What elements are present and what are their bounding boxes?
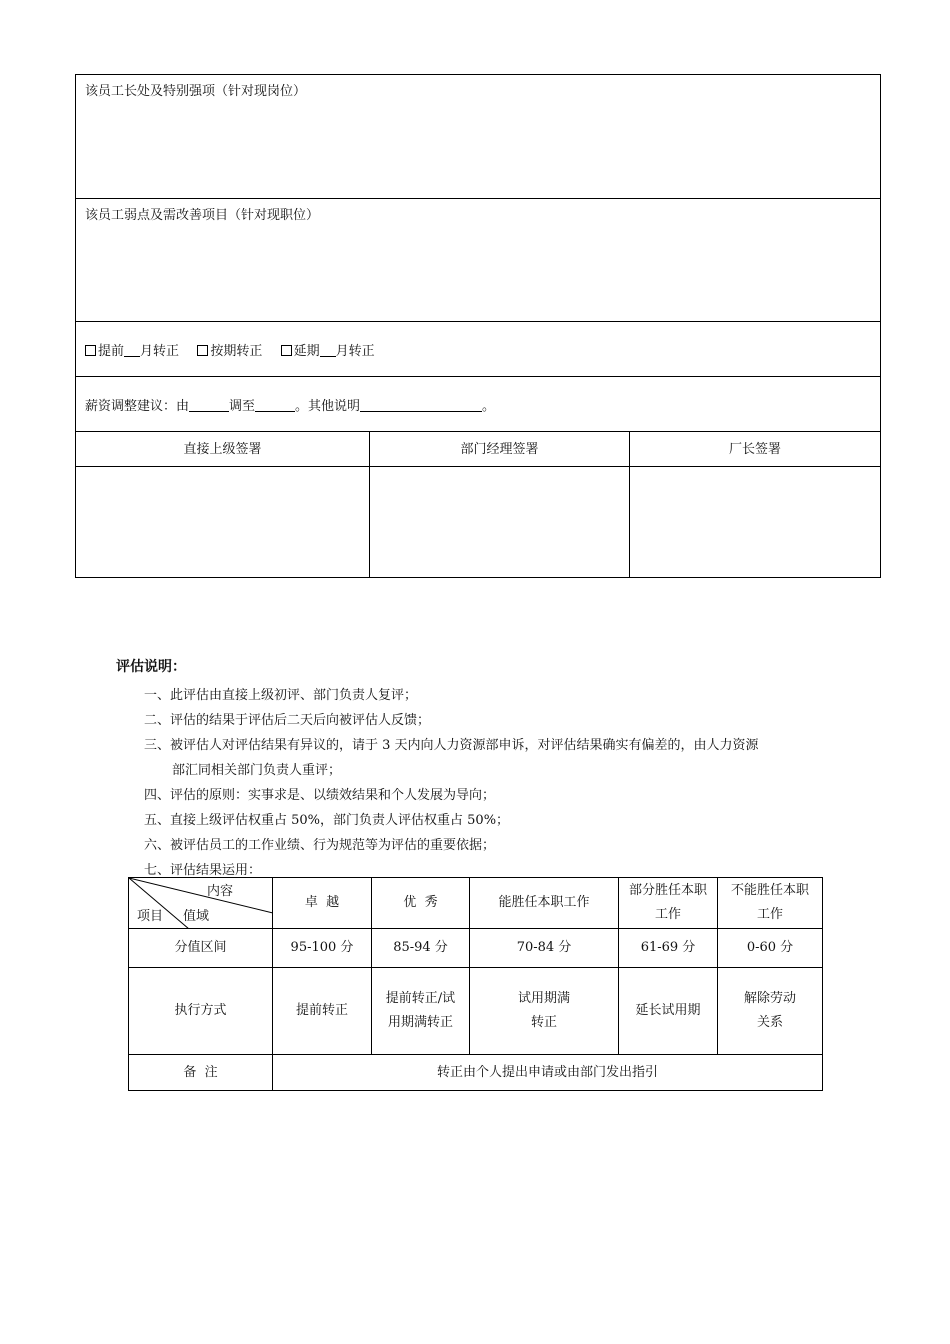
header-competent: 能胜任本职工作 [470,878,619,929]
supervisor-signature-header: 直接上级签署 [76,432,370,467]
salary-end: 。 [482,398,496,414]
score-cell: 61-69 分 [619,929,718,968]
early-months-blank[interactable] [124,343,140,357]
delayed-conversion-option[interactable]: 延期 月转正 [281,344,375,359]
header-good: 优 秀 [372,878,470,929]
execution-label: 执行方式 [129,968,273,1055]
header-not-competent: 不能胜任本职工作 [718,878,823,929]
early-conversion-option[interactable]: 提前 月转正 [85,344,179,359]
dept-manager-signature-box[interactable] [370,467,630,578]
checkbox-icon[interactable] [197,345,208,356]
note-item: 五、直接上级评估权重占 50%，部门负责人评估权重占 50%； [144,813,510,828]
header-value-label: 值域 [183,909,210,924]
checkbox-icon[interactable] [281,345,292,356]
header-excellent: 卓 越 [273,878,372,929]
execution-cell: 解除劳动关系 [718,968,823,1055]
remark-label: 备 注 [129,1055,273,1091]
execution-cell: 提前转正 [273,968,372,1055]
strengths-label: 该员工长处及特别强项（针对现岗位） [85,84,307,99]
evaluation-notes [116,656,836,883]
score-cell: 70-84 分 [470,929,619,968]
strengths-field[interactable] [76,75,881,199]
execution-cell: 延长试用期 [619,968,718,1055]
results-table [128,877,823,1091]
header-item-label: 项目 [137,909,164,924]
note-item: 七、评估结果运用： [144,863,262,878]
header-partially-competent: 部分胜任本职工作 [619,878,718,929]
score-cell: 95-100 分 [273,929,372,968]
other-notes-blank[interactable] [360,398,482,412]
weaknesses-field[interactable] [76,199,881,322]
score-cell: 0-60 分 [718,929,823,968]
note-item: 四、评估的原则：实事求是、以绩效结果和个人发展为导向； [144,788,496,803]
diagonal-header-cell [129,878,273,929]
salary-adjustment [76,377,881,432]
plant-manager-signature-box[interactable] [630,467,881,578]
plant-manager-signature-header: 厂长签署 [630,432,881,467]
weaknesses-label: 该员工弱点及需改善项目（针对现职位） [85,208,320,223]
checkbox-icon[interactable] [85,345,96,356]
supervisor-signature-box[interactable] [76,467,370,578]
note-item: 三、被评估人对评估结果有异议的，请于 3 天内向人力资源部申诉，对评估结果确实有偏差的，由人力资源 [144,738,759,753]
salary-from-blank[interactable] [189,398,229,412]
score-range-label: 分值区间 [129,929,273,968]
delay-months-blank[interactable] [320,343,336,357]
note-item: 六、被评估员工的工作业绩、行为规范等为评估的重要依据； [144,838,496,853]
header-content-label: 内容 [207,884,234,899]
salary-other: 。其他说明 [295,398,361,414]
conversion-options [76,322,881,377]
dept-manager-signature-header: 部门经理签署 [370,432,630,467]
salary-mid: 调至 [229,398,256,414]
salary-to-blank[interactable] [255,398,295,412]
note-item: 一、此评估由直接上级初评、部门负责人复评； [144,688,418,703]
execution-cell: 试用期满转正 [470,968,619,1055]
note-item: 二、评估的结果于评估后二天后向被评估人反馈； [144,713,431,728]
score-cell: 85-94 分 [372,929,470,968]
notes-title: 评估说明： [116,659,186,675]
evaluation-form [75,74,881,578]
note-item-continued: 部汇同相关部门负责人重评； [172,763,342,778]
remark-text: 转正由个人提出申请或由部门发出指引 [273,1055,823,1091]
execution-cell: 提前转正/试用期满转正 [372,968,470,1055]
ontime-conversion-option[interactable]: 按期转正 [197,344,262,359]
salary-prefix: 薪资调整建议：由 [85,398,190,414]
